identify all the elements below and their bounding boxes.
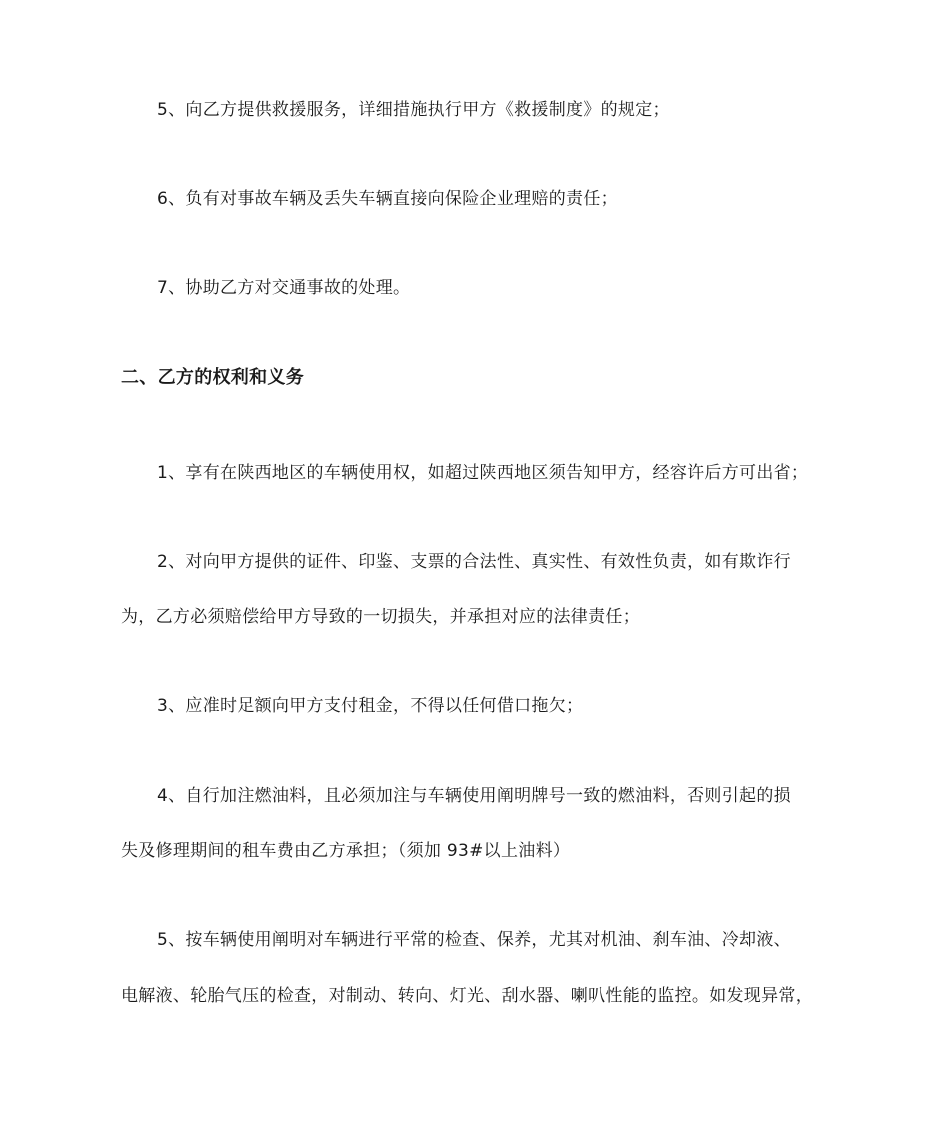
paragraph-line: 5、按车辆使用阐明对车辆进行平常的检查、保养，尤其对机油、刹车油、冷却液、 — [157, 930, 791, 950]
paragraph-line: 5、向乙方提供救援服务，详细措施执行甲方《救援制度》的规定； — [157, 100, 670, 120]
paragraph-line: 6、负有对事故车辆及丢失车辆直接向保险企业理赔的责任； — [157, 189, 618, 209]
section-heading: 二、乙方的权利和义务 — [121, 367, 304, 388]
paragraph-line: 7、协助乙方对交通事故的处理。 — [157, 278, 411, 298]
paragraph-line: 失及修理期间的租车费由乙方承担；（须加 93#以上油料） — [121, 841, 571, 861]
paragraph-line: 电解液、轮胎气压的检查，对制动、转向、灯光、刮水器、喇叭性能的监控。如发现异常， — [121, 986, 813, 1006]
paragraph-line: 2、对向甲方提供的证件、印鉴、支票的合法性、真实性、有效性负责，如有欺诈行 — [157, 552, 791, 572]
paragraph-line: 4、自行加注燃油料，且必须加注与车辆使用阐明牌号一致的燃油料，否则引起的损 — [157, 786, 791, 806]
paragraph-line: 1、享有在陕西地区的车辆使用权，如超过陕西地区须告知甲方，经容许后方可出省； — [157, 463, 809, 483]
paragraph-line: 3、应准时足额向甲方支付租金，不得以任何借口拖欠； — [157, 696, 584, 716]
paragraph-line: 为，乙方必须赔偿给甲方导致的一切损失，并承担对应的法律责任； — [121, 607, 640, 627]
